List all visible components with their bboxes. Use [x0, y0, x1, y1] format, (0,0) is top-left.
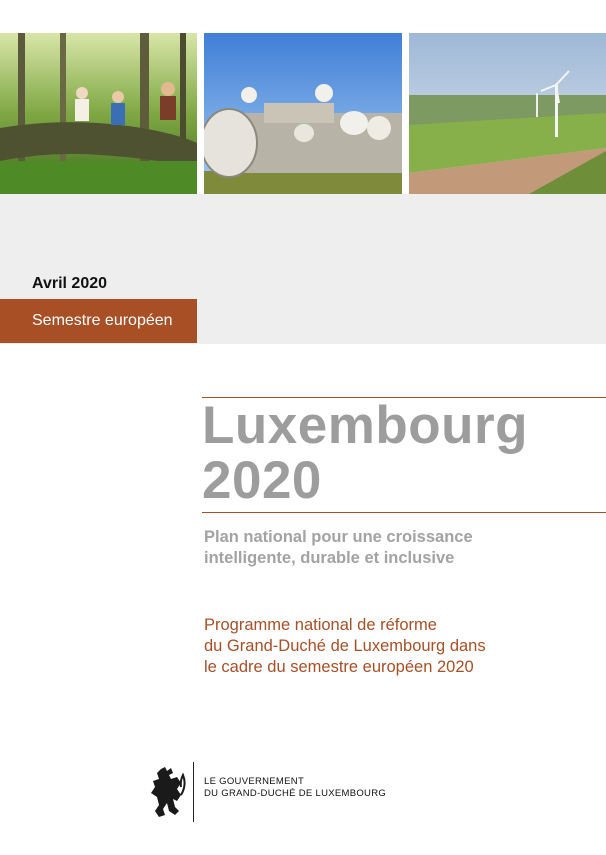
logo-divider [193, 762, 194, 822]
red-lion-icon [147, 765, 187, 819]
forest-children-photo [0, 33, 197, 194]
subtitle-line-2: intelligente, durable et inclusive [204, 549, 455, 567]
publication-date: Avril 2020 [32, 275, 108, 292]
cover-photo-strip [0, 33, 606, 194]
title-line-2: 2020 [202, 451, 322, 510]
main-title [202, 398, 528, 508]
subtitle [204, 527, 473, 569]
satellite-station-photo [204, 33, 402, 194]
programme-line-2: du Grand-Duché de Luxembourg dans [204, 637, 486, 655]
semester-label-tab: Semestre européen [0, 299, 197, 343]
title-rule-bottom [202, 512, 606, 513]
wind-turbine-photo [409, 33, 606, 194]
title-line-1: Luxembourg [202, 396, 528, 455]
government-name [204, 776, 386, 800]
programme-description [204, 615, 486, 678]
government-line-2: DU GRAND-DUCHÉ DE LUXEMBOURG [204, 788, 387, 799]
programme-line-1: Programme national de réforme [204, 616, 437, 634]
government-line-1: LE GOUVERNEMENT [204, 776, 305, 787]
subtitle-line-1: Plan national pour une croissance [204, 528, 473, 546]
programme-line-3: le cadre du semestre européen 2020 [204, 658, 474, 676]
